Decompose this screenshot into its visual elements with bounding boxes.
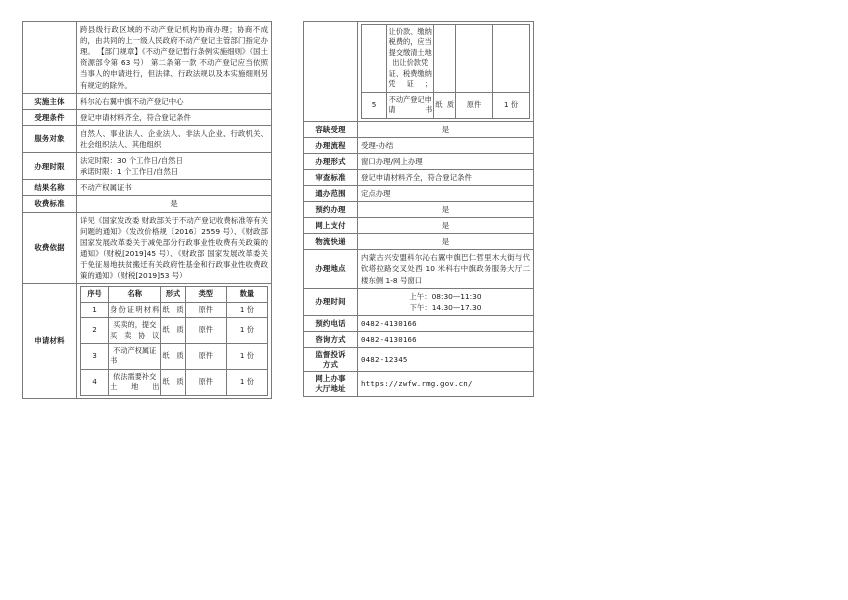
- row-value-appointment: 是: [358, 202, 534, 218]
- row-label-fee-basis: 收费依据: [23, 212, 77, 284]
- table-row: [23, 125, 272, 152]
- material-qty: 1 份: [226, 369, 267, 395]
- materials-header-row: [81, 287, 268, 302]
- row-label-form: 办理形式: [304, 153, 358, 169]
- material-name: 身份证明材料: [109, 302, 161, 317]
- materials-col-name: 名称: [109, 287, 161, 302]
- table-row: [304, 185, 534, 201]
- material-type: [456, 25, 493, 93]
- application-materials-cell: [77, 284, 272, 399]
- row-value-acceptance-conditions: 登记申请材料齐全，符合登记条件: [77, 109, 272, 125]
- material-no: 4: [81, 369, 109, 395]
- table-row: [304, 372, 534, 396]
- table-row: [23, 284, 272, 399]
- material-form: 纸质: [161, 369, 185, 395]
- material-qty: 1 份: [226, 343, 267, 369]
- material-no: 5: [362, 92, 387, 118]
- row-label-result-name: 结果名称: [23, 180, 77, 196]
- row-label-service-targets: 服务对象: [23, 125, 77, 152]
- row-value-form: 窗口办理/网上办理: [358, 153, 534, 169]
- material-qty: 1 份: [226, 318, 267, 344]
- table-row: [23, 109, 272, 125]
- table-row: [23, 212, 272, 284]
- materials-col-form: 形式: [161, 287, 185, 302]
- material-form: 纸质: [161, 302, 185, 317]
- material-form: 纸质: [161, 318, 185, 344]
- material-no: [362, 25, 387, 93]
- row-value-complaint: 0482-12345: [358, 348, 534, 372]
- row-label-scope: 通办范围: [304, 185, 358, 201]
- left-table: [22, 21, 272, 399]
- row-value-review-standard: 登记申请材料齐全，符合登记条件: [358, 169, 534, 185]
- table-row: [304, 137, 534, 153]
- row-label-logistics: 物流快递: [304, 234, 358, 250]
- materials-col-qty: 数量: [226, 287, 267, 302]
- row-label-complaint: [304, 348, 358, 372]
- statutory-time-limit: 法定时限：30 个工作日/自然日: [80, 156, 183, 166]
- material-qty: 1 份: [226, 302, 267, 317]
- material-name: 依法需要补交土地出: [109, 369, 161, 395]
- table-row: [304, 234, 534, 250]
- row-label-application-materials: 申请材料: [23, 284, 77, 399]
- materials-table: [80, 286, 268, 396]
- material-name: 不动产权属证书: [109, 343, 161, 369]
- row-label-handling-hours: 办理时间: [304, 288, 358, 315]
- row-value-online-payment: 是: [358, 218, 534, 234]
- material-no: 2: [81, 318, 109, 344]
- materials-col-type: 类型: [185, 287, 226, 302]
- material-name: 让价款、缴纳税费的，应当提交缴清土地出让价款凭证、税费缴纳凭证；: [387, 25, 434, 93]
- row-label-acceptance-conditions: 受理条件: [23, 109, 77, 125]
- row-value-process: 受理-办结: [358, 137, 534, 153]
- complaint-label-line2: 方式: [322, 359, 339, 369]
- material-form: [434, 25, 456, 93]
- table-row: [304, 153, 534, 169]
- promised-time-limit: 承诺时限：1 个工作日/自然日: [80, 167, 179, 177]
- material-no: 3: [81, 343, 109, 369]
- row-label-online-hall: [304, 372, 358, 396]
- row-value-implementing-body: 科尔沁右翼中旗不动产登记中心: [77, 93, 272, 109]
- row-value-tolerant-acceptance: 是: [358, 121, 534, 137]
- row-label-consultation: 咨询方式: [304, 332, 358, 348]
- row-value-time-limit: [77, 153, 272, 180]
- material-qty: 1 份: [493, 92, 530, 118]
- row-value-result-name: 不动产权属证书: [77, 180, 272, 196]
- online-hall-label-line1: 网上办事: [315, 374, 346, 384]
- empty-label-cell: [23, 22, 77, 94]
- materials-table-continued: [361, 24, 530, 119]
- materials-row: [81, 369, 268, 395]
- row-value-fee-standard: 是: [77, 196, 272, 212]
- table-row: [304, 348, 534, 372]
- table-row: [304, 332, 534, 348]
- row-label-fee-standard: 收费标准: [23, 196, 77, 212]
- table-row: [304, 315, 534, 331]
- table-row: [304, 288, 534, 315]
- row-label-process: 办理流程: [304, 137, 358, 153]
- materials-row: [362, 25, 530, 93]
- materials-row: [362, 92, 530, 118]
- table-row: [23, 180, 272, 196]
- material-qty: [493, 25, 530, 93]
- material-name: 不动产登记申请书: [387, 92, 434, 118]
- row-label-appointment: 预约办理: [304, 202, 358, 218]
- material-form: 纸质: [434, 92, 456, 118]
- table-row: [23, 153, 272, 180]
- table-row: [304, 202, 534, 218]
- table-row: [23, 22, 272, 94]
- row-label-tolerant-acceptance: 容缺受理: [304, 121, 358, 137]
- row-label-online-payment: 网上支付: [304, 218, 358, 234]
- material-type: 原件: [456, 92, 493, 118]
- legal-basis-text: 跨县级行政区域的不动产登记机构协商办理；协商不成的，由共同的上一级人民政府不动产登记主管部门指定办理。 【部门规章】《不动产登记暂行条例实施细则》（国土资源部令第 63 号） 第二条第一款 不动产登记应当依照当事人的申请进行，但法律、行政法规以及本实施细则另有规定的除外。: [77, 22, 272, 94]
- table-row: [304, 22, 534, 122]
- left-column: [22, 21, 272, 399]
- row-value-handling-place: 内蒙古兴安盟科尔沁右翼中旗巴仁哲里木大街与代钦塔拉路交叉处西 10 米科右中旗政务服务大厅二楼东侧 1-8 号窗口: [358, 250, 534, 288]
- row-value-scope: 定点办理: [358, 185, 534, 201]
- row-label-handling-place: 办理地点: [304, 250, 358, 288]
- material-no: 1: [81, 302, 109, 317]
- row-label-implementing-body: 实施主体: [23, 93, 77, 109]
- row-value-consultation: 0482-4130166: [358, 332, 534, 348]
- material-type: 原件: [185, 302, 226, 317]
- table-row: [304, 218, 534, 234]
- table-row: [23, 196, 272, 212]
- row-value-service-targets: 自然人、事业法人、企业法人、非法人企业、行政机关、社会组织法人、其他组织: [77, 125, 272, 152]
- row-value-appointment-phone: 0482-4130166: [358, 315, 534, 331]
- materials-row: [81, 318, 268, 344]
- right-column: [303, 21, 534, 397]
- online-hall-label-line2: 大厅地址: [315, 384, 346, 394]
- empty-label-cell: [304, 22, 358, 122]
- row-label-appointment-phone: 预约电话: [304, 315, 358, 331]
- table-row: [304, 121, 534, 137]
- table-row: [23, 93, 272, 109]
- materials-row: [81, 302, 268, 317]
- afternoon-hours: 下午：14.30—17.30: [409, 302, 482, 312]
- row-label-review-standard: 审查标准: [304, 169, 358, 185]
- materials-col-no: 序号: [81, 287, 109, 302]
- material-type: 原件: [185, 369, 226, 395]
- material-name: 买卖的，提交买卖协议: [109, 318, 161, 344]
- row-value-online-hall-url[interactable]: https://zwfw.rmg.gov.cn/: [358, 372, 534, 396]
- row-value-fee-basis: 详见《国家发改委 财政部关于不动产登记收费标准等有关问题的通知》（发改价格规〔2016〕2559 号）、《财政部 国家发展改革委关于减免部分行政事业性收费有关政策的通知》（财税[2019]45 号）、《财政部 国家发展改革委关于免征易地扶贫搬迁有关政府性基金和行政事业性收费政策的通知》（财税[2019]53 号）: [77, 212, 272, 284]
- materials-continued-cell: [358, 22, 534, 122]
- material-type: 原件: [185, 343, 226, 369]
- table-row: [304, 250, 534, 288]
- table-row: [304, 169, 534, 185]
- complaint-label-line1: 监督投诉: [315, 350, 346, 360]
- materials-row: [81, 343, 268, 369]
- row-value-handling-hours: [358, 288, 534, 315]
- right-table: [303, 21, 534, 397]
- material-form: 纸质: [161, 343, 185, 369]
- material-type: 原件: [185, 318, 226, 344]
- row-value-logistics: 是: [358, 234, 534, 250]
- morning-hours: 上午：08:30—11:30: [409, 291, 482, 301]
- row-label-time-limit: 办理时限: [23, 153, 77, 180]
